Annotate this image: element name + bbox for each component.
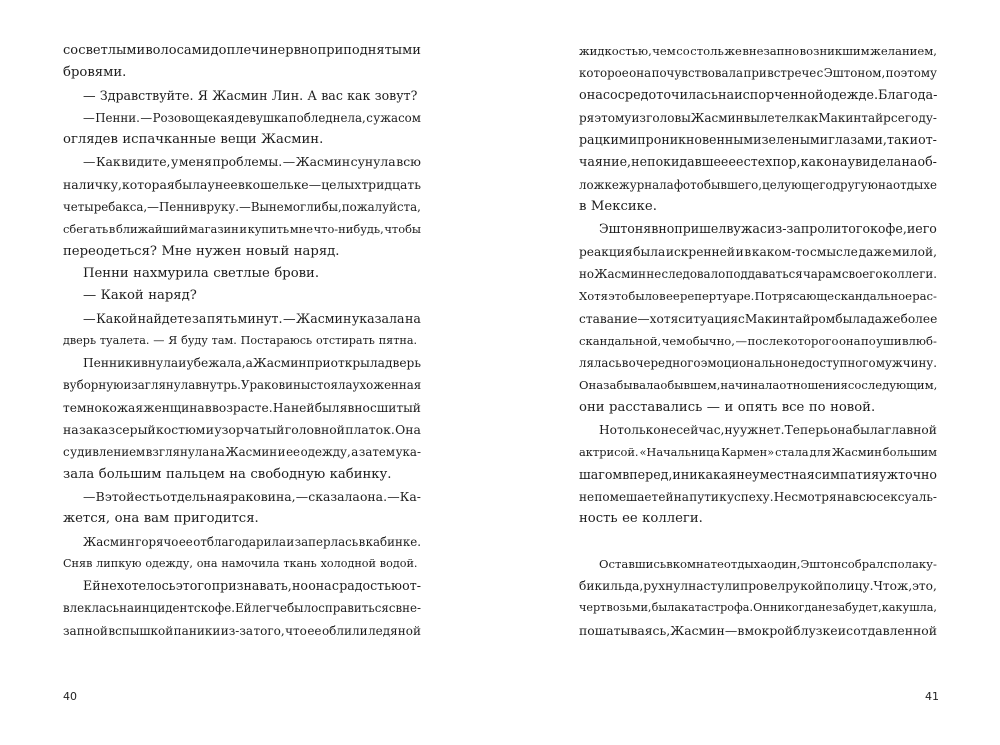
text-line: Сняв липкую одежду, она намочила ткань холодной водой.: [63, 556, 418, 570]
text-line: со светлыми волосами до плеч и нервно приподнятыми: [63, 43, 421, 58]
text-line: влеклась на инцидент с кофе. Ей легче было справиться с вне-: [63, 601, 421, 616]
text-line: лялась в очередного эмоционально недоступного мужчину.: [579, 356, 937, 371]
text-line: Эштон явно пришел в ужас из-за пролитого кофе, и его: [599, 221, 937, 237]
text-line: зала большим пальцем на свободную кабинку.: [63, 466, 392, 482]
text-line: — В этой есть отдельная раковина, — сказала она. — Ка-: [83, 488, 421, 504]
text-line: запной вспышкой паники из-за того, что ее облили ледяной: [63, 623, 421, 638]
text-line: на заказ серый костюм и узорчатый головной платок. Она: [63, 422, 421, 438]
text-line: Оставшись в комнате отдыха один, Эштон собрал с пола ку-: [599, 556, 937, 571]
text-line: Она забывала о бывшем, начинала отношения со следующим,: [579, 378, 938, 393]
text-line: в уборную и заглянула внутрь. У раковины стояла ухоженная: [63, 378, 422, 393]
section-break: [579, 531, 937, 553]
text-line: шагом вперед, и никакая неуместная симпатия уж точно: [579, 466, 938, 482]
text-line: ставание — хотя ситуация с Макинтайром была даже более: [579, 311, 938, 326]
text-line: но Жасмин не следовало поддаваться чарам своего коллеги.: [579, 266, 937, 281]
text-line: — Пенни. — Розовощекая девушка побледнела, с ужасом: [83, 110, 421, 125]
text-line: темнокожая женщина в возрасте. На ней был явно сшитый: [63, 400, 421, 415]
text-line: Пенни нахмурила светлые брови.: [83, 265, 320, 281]
right-page: [579, 40, 937, 642]
text-line: жидкостью, чем со столь же внезапно возникшим желанием,: [579, 44, 937, 58]
text-line: ря этому из головы Жасмин вылетел как Макинтайр с его ду-: [579, 110, 937, 125]
text-line: черт возьми, была катастрофа. Он никогда не забудет, как ушла,: [579, 601, 937, 615]
text-line: — Здравствуйте. Я Жасмин Лин. А вас как зовут?: [83, 87, 418, 103]
text-line: которое она почувствовала при встрече с Эштоном, поэтому: [579, 66, 937, 81]
text-line: рацкими проникновенными зелеными глазами, так и от-: [579, 132, 937, 148]
page-number-right: 41: [925, 690, 939, 703]
text-line: бики льда, рухнул на стул и провел рукой по лицу. Что ж, это,: [579, 579, 937, 594]
text-line: она сосредоточилась на испорченной одежде. Благода-: [579, 87, 938, 103]
text-line: Жасмин горячо ее отблагодарила и заперлась в кабинке.: [83, 534, 421, 549]
text-line: ность ее коллеги.: [579, 511, 703, 527]
text-line: реакция была искренней и в каком-то смысле даже милой,: [579, 244, 937, 259]
text-line: чаяние, не покидавшее ее с тех пор, как она увидела на об-: [579, 154, 937, 170]
text-line: — Какой наряд?: [83, 288, 197, 304]
page-number-left: 40: [63, 690, 77, 703]
text-line: — Какой найдете за пять минут. — Жасмин указала на: [83, 310, 421, 326]
text-line: актрисой. «Начальница Кармен» стала для Жасмин большим: [579, 445, 937, 460]
text-line: дверь туалета. — Я буду там. Постараюсь отстирать пятна.: [63, 333, 418, 347]
text-line: Хотя это было в ее репертуаре. Потрясающе скандальное рас-: [579, 289, 937, 304]
text-line: переодеться? Мне нужен новый наряд.: [63, 243, 340, 259]
text-line: Ей не хотелось этого признавать, но она с радостью от-: [83, 578, 421, 594]
text-line: Пенни кивнула и убежала, а Жасмин приоткрыла дверь: [83, 356, 421, 371]
text-line: четыре бакса, — Пенни в руку. — Вы не могли бы, пожалуйста,: [63, 200, 421, 215]
text-line: бровями.: [63, 65, 127, 81]
text-line: наличку, которая была у нее в кошельке — целых тридцать: [63, 176, 421, 192]
left-page: [63, 40, 421, 642]
text-line: они расставались — и опять все по новой.: [579, 399, 876, 415]
text-line: — Как видите, у меня проблемы. — Жасмин сунула всю: [83, 154, 421, 170]
text-line: с удивлением взглянула на Жасмин и ее одежду, а затем ука-: [63, 445, 421, 460]
text-line: Но только не сейчас, ну уж нет. Теперь она была главной: [599, 423, 937, 438]
text-line: не помешает ей на пути к успеху. Несмотря на всю сексуаль-: [579, 489, 937, 504]
text-line: скандальной, чем обычно, — после которого она по уши влюб-: [579, 333, 937, 348]
text-line: ложке журнала фото бывшего, целующего другую на отдыхе: [579, 177, 937, 192]
text-line: жется, она вам пригодится.: [63, 511, 259, 527]
text-line: сбегать в ближайший магазин и купить мне что-нибудь, чтобы: [63, 222, 421, 237]
text-line: оглядев испачканные вещи Жасмин.: [63, 132, 324, 148]
text-line: пошатываясь, Жасмин — в мокрой блузке и с отдавленной: [579, 622, 937, 638]
text-line: в Мексике.: [579, 199, 657, 215]
